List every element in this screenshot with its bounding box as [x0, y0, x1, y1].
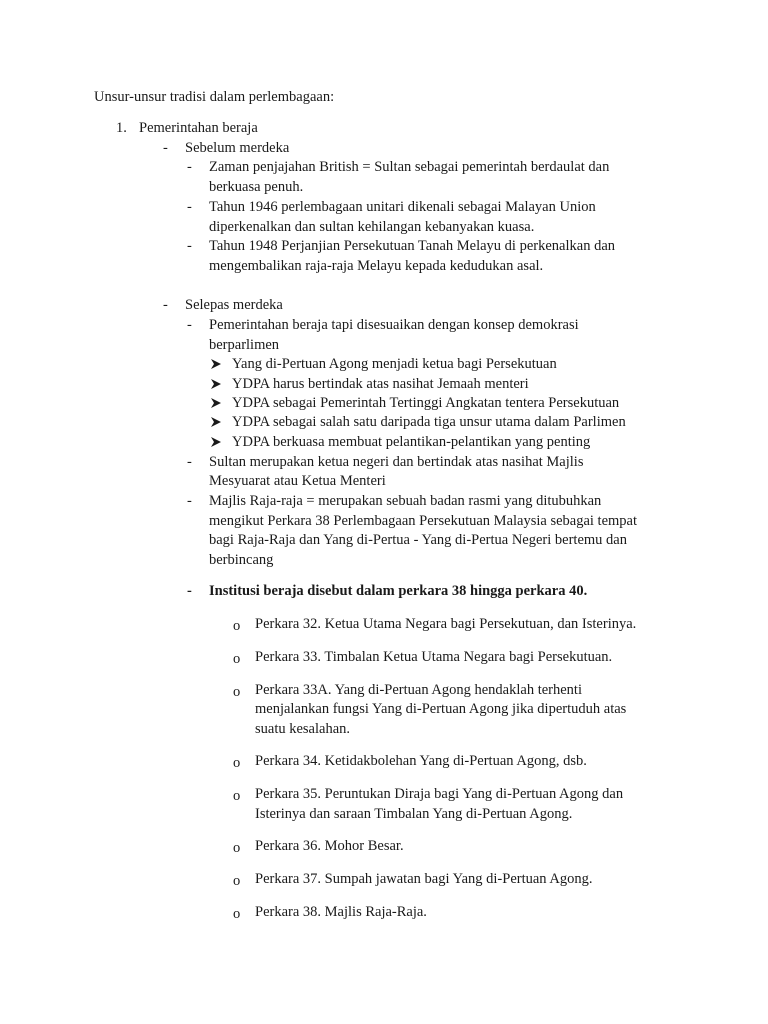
perkara-item: Perkara 32. Ketua Utama Negara bagi Persekutuan, dan Isterinya. — [255, 616, 637, 632]
list-item-text: Majlis Raja-raja = merupakan sebuah badan rasmi yang ditubuhkan — [209, 493, 602, 509]
list-item-text: mengembalikan raja-raja Melayu kepada kedudukan asal. — [209, 258, 544, 274]
circle-marker: o — [233, 906, 241, 922]
list-item-text: Pemerintahan beraja tapi disesuaikan dengan konsep demokrasi — [209, 317, 579, 333]
arrow-item-text: YDPA sebagai salah satu daripada tiga unsur utama dalam Parlimen — [232, 414, 626, 430]
list-item-text: berbincang — [209, 552, 274, 568]
circle-marker: o — [233, 840, 241, 856]
list-item-text: Tahun 1948 Perjanjian Persekutuan Tanah Melayu di perkenalkan dan — [209, 238, 615, 254]
list-item-text: Tahun 1946 perlembagaan unitari dikenali sebagai Malayan Union — [209, 199, 596, 215]
subheading-selepas: Selepas merdeka — [185, 297, 283, 313]
list-item-text: Mesyuarat atau Ketua Menteri — [209, 473, 386, 489]
circle-marker: o — [233, 788, 241, 804]
item-heading: Pemerintahan beraja — [139, 120, 258, 136]
perkara-item: Perkara 34. Ketidakbolehan Yang di-Pertuan Agong, dsb. — [255, 753, 587, 769]
list-item-text: diperkenalkan dan sultan kehilangan kebanyakan kuasa. — [209, 219, 535, 235]
dash-marker: - — [187, 493, 192, 509]
perkara-item: Perkara 35. Peruntukan Diraja bagi Yang di-Pertuan Agong dan — [255, 786, 624, 802]
dash-marker: - — [187, 238, 192, 254]
arrow-item-text: YDPA berkuasa membuat pelantikan-pelantikan yang penting — [232, 434, 591, 450]
perkara-item: Perkara 37. Sumpah jawatan bagi Yang di-Pertuan Agong. — [255, 871, 593, 887]
circle-marker: o — [233, 618, 241, 634]
perkara-item: suatu kesalahan. — [255, 721, 351, 737]
perkara-item: Perkara 33A. Yang di-Pertuan Agong hendaklah terhenti — [255, 682, 582, 698]
list-item-text: bagi Raja-Raja dan Yang di-Pertua - Yang di-Pertua Negeri bertemu dan — [209, 532, 627, 548]
perkara-item: Perkara 36. Mohor Besar. — [255, 838, 404, 854]
list-item-text: berparlimen — [209, 337, 280, 353]
list-item-text: Zaman penjajahan British = Sultan sebagai pemerintah berdaulat dan — [209, 159, 610, 175]
perkara-item: menjalankan fungsi Yang di-Pertuan Agong jika dipertuduh atas — [255, 701, 627, 717]
dash-marker: - — [187, 317, 192, 333]
list-item-text: berkuasa penuh. — [209, 179, 304, 195]
arrow-item-text: YDPA harus bertindak atas nasihat Jemaah menteri — [232, 376, 529, 392]
arrow-bullet-icon — [210, 436, 222, 448]
arrow-bullet-icon — [210, 378, 222, 390]
arrow-bullet-icon — [210, 358, 222, 370]
list-item-text: Sultan merupakan ketua negeri dan bertindak atas nasihat Majlis — [209, 454, 584, 470]
perkara-item: Perkara 38. Majlis Raja-Raja. — [255, 904, 427, 920]
arrow-bullet-icon — [210, 416, 222, 428]
list-number: 1. — [116, 120, 127, 136]
circle-marker: o — [233, 873, 241, 889]
dash-marker: - — [187, 159, 192, 175]
document-title: Unsur-unsur tradisi dalam perlembagaan: — [94, 89, 335, 105]
circle-marker: o — [233, 755, 241, 771]
dash-marker: - — [163, 297, 168, 313]
arrow-item-text: YDPA sebagai Pemerintah Tertinggi Angkatan tentera Persekutuan — [232, 395, 620, 411]
dash-marker: - — [187, 199, 192, 215]
circle-marker: o — [233, 684, 241, 700]
arrow-item-text: Yang di-Pertuan Agong menjadi ketua bagi Persekutuan — [232, 356, 557, 372]
subheading-sebelum: Sebelum merdeka — [185, 140, 290, 156]
perkara-item: Perkara 33. Timbalan Ketua Utama Negara bagi Persekutuan. — [255, 649, 613, 665]
list-item-text: mengikut Perkara 38 Perlembagaan Persekutuan Malaysia sebagai tempat — [209, 513, 638, 529]
institusi-heading: Institusi beraja disebut dalam perkara 38 hingga perkara 40. — [209, 583, 588, 599]
dash-marker: - — [187, 583, 192, 599]
circle-marker: o — [233, 651, 241, 667]
arrow-bullet-icon — [210, 397, 222, 409]
dash-marker: - — [187, 454, 192, 470]
dash-marker: - — [163, 140, 168, 156]
perkara-item: Isterinya dan saraan Timbalan Yang di-Pertuan Agong. — [255, 806, 573, 822]
